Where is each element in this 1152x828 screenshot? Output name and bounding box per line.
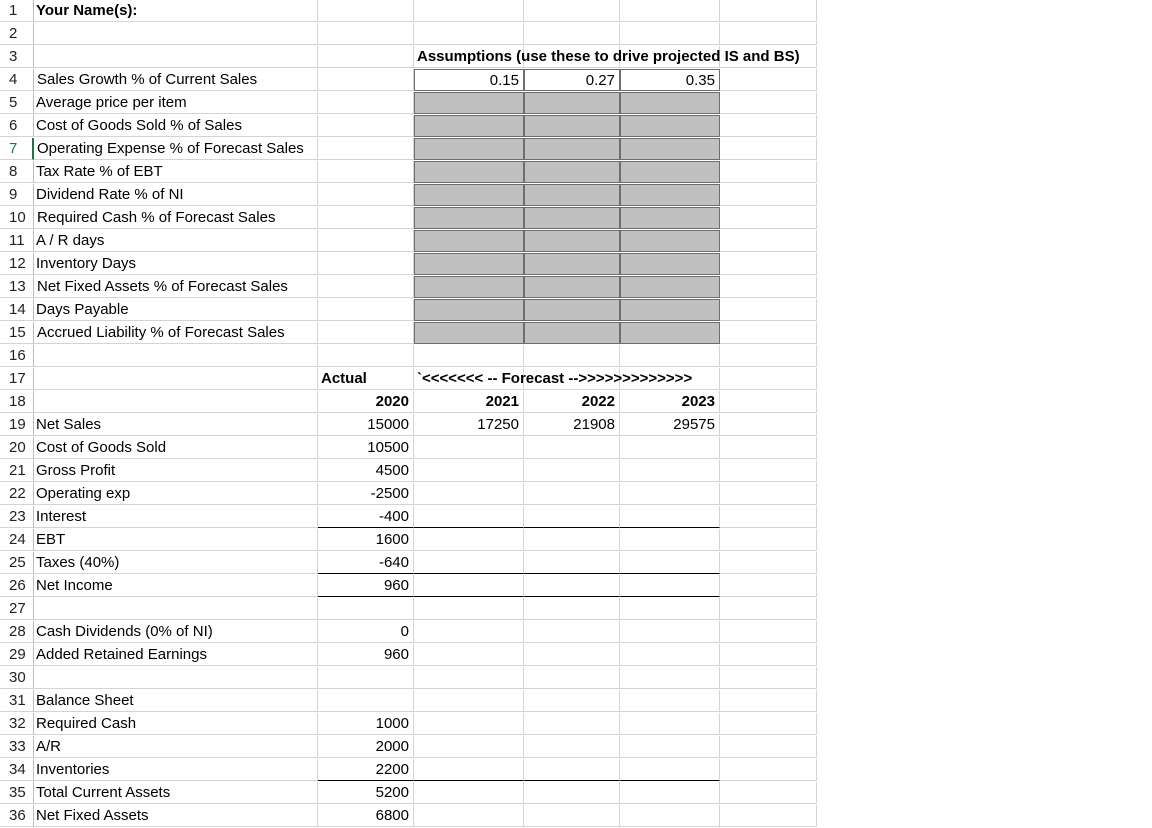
- sheet-row-21: [0, 460, 817, 483]
- cell-a27[interactable]: [34, 598, 318, 620]
- cell-a17[interactable]: [34, 368, 318, 390]
- cell-b16[interactable]: [318, 345, 414, 367]
- sheet-row-26: [0, 575, 817, 598]
- cell-f21[interactable]: [720, 460, 817, 482]
- sheet-row-8: [0, 161, 817, 184]
- cell-b29[interactable]: 960: [318, 644, 414, 666]
- row-header-1[interactable]: 1: [0, 0, 34, 22]
- cell-e30[interactable]: [620, 667, 720, 689]
- cell-e29[interactable]: [620, 644, 720, 666]
- cell-a6[interactable]: Cost of Goods Sold % of Sales: [34, 115, 318, 137]
- cell-a13[interactable]: Net Fixed Assets % of Forecast Sales: [34, 276, 318, 298]
- cell-d8[interactable]: [524, 161, 620, 183]
- sheet-row-17: [0, 368, 817, 391]
- cell-c12[interactable]: [414, 253, 524, 275]
- cell-f35[interactable]: [720, 782, 817, 804]
- cell-a12[interactable]: Inventory Days: [34, 253, 318, 275]
- row-header-15[interactable]: 15: [0, 322, 34, 344]
- row-header-2[interactable]: 2: [0, 23, 34, 45]
- cell-b10[interactable]: [318, 207, 414, 229]
- cell-b21[interactable]: 4500: [318, 460, 414, 482]
- sheet-row-25: [0, 552, 817, 575]
- sheet-row-32: [0, 713, 817, 736]
- cell-c1[interactable]: [414, 0, 524, 22]
- sheet-row-33: [0, 736, 817, 759]
- cell-b1[interactable]: [318, 0, 414, 22]
- cell-d13[interactable]: [524, 276, 620, 298]
- cell-a20[interactable]: Cost of Goods Sold: [34, 437, 318, 459]
- cell-b17[interactable]: Actual: [318, 368, 414, 390]
- cell-a32[interactable]: Required Cash: [34, 713, 318, 735]
- cell-d1[interactable]: [524, 0, 620, 22]
- cell-b35[interactable]: 5200: [318, 782, 414, 804]
- cell-b24[interactable]: 1600: [318, 529, 414, 551]
- cell-e33[interactable]: [620, 736, 720, 758]
- sheet-row-2: [0, 23, 817, 46]
- cell-c36[interactable]: [414, 805, 524, 827]
- cell-f24[interactable]: [720, 529, 817, 551]
- cell-f1[interactable]: [720, 0, 817, 22]
- cell-f5[interactable]: [720, 92, 817, 114]
- cell-f28[interactable]: [720, 621, 817, 643]
- row-header-27[interactable]: 27: [0, 598, 34, 620]
- cell-c11[interactable]: [414, 230, 524, 252]
- cell-d33[interactable]: [524, 736, 620, 758]
- cell-d32[interactable]: [524, 713, 620, 735]
- cell-c4[interactable]: 0.15: [414, 69, 524, 91]
- row-header-12[interactable]: 12: [0, 253, 34, 275]
- cell-a4[interactable]: Sales Growth % of Current Sales: [34, 69, 318, 91]
- sheet-row-29: [0, 644, 817, 667]
- cell-b9[interactable]: [318, 184, 414, 206]
- cell-e5[interactable]: [620, 92, 720, 114]
- cell-d10[interactable]: [524, 207, 620, 229]
- row-header-33[interactable]: 33: [0, 736, 34, 758]
- row-header-20[interactable]: 20: [0, 437, 34, 459]
- cell-c10[interactable]: [414, 207, 524, 229]
- cell-e10[interactable]: [620, 207, 720, 229]
- cell-d25[interactable]: [524, 552, 620, 574]
- cell-c23[interactable]: [414, 506, 524, 528]
- cell-f34[interactable]: [720, 759, 817, 781]
- cell-f30[interactable]: [720, 667, 817, 689]
- cell-d12[interactable]: [524, 253, 620, 275]
- cell-c34[interactable]: [414, 759, 524, 781]
- cell-f32[interactable]: [720, 713, 817, 735]
- cell-e20[interactable]: [620, 437, 720, 459]
- cell-a36[interactable]: Net Fixed Assets: [34, 805, 318, 827]
- cell-b5[interactable]: [318, 92, 414, 114]
- cell-b4[interactable]: [318, 69, 414, 91]
- cell-a8[interactable]: Tax Rate % of EBT: [34, 161, 318, 183]
- row-header-5[interactable]: 5: [0, 92, 34, 114]
- cell-d18[interactable]: 2022: [524, 391, 620, 413]
- cell-a16[interactable]: [34, 345, 318, 367]
- cell-d23[interactable]: [524, 506, 620, 528]
- cell-d19[interactable]: 21908: [524, 414, 620, 436]
- sheet-row-35: [0, 782, 817, 805]
- cell-f26[interactable]: [720, 575, 817, 597]
- cell-a29[interactable]: Added Retained Earnings: [34, 644, 318, 666]
- cell-c22[interactable]: [414, 483, 524, 505]
- cell-d11[interactable]: [524, 230, 620, 252]
- cell-a19[interactable]: Net Sales: [34, 414, 318, 436]
- row-header-7[interactable]: 7: [0, 138, 34, 160]
- cell-c3[interactable]: Assumptions (use these to drive projected IS and BS): [414, 46, 524, 68]
- cell-c29[interactable]: [414, 644, 524, 666]
- cell-a31[interactable]: Balance Sheet: [34, 690, 318, 712]
- cell-c27[interactable]: [414, 598, 524, 620]
- sheet-row-22: [0, 483, 817, 506]
- cell-f27[interactable]: [720, 598, 817, 620]
- cell-d4[interactable]: 0.27: [524, 69, 620, 91]
- sheet-row-16: [0, 345, 817, 368]
- cell-f4[interactable]: [720, 69, 817, 91]
- cell-c31[interactable]: [414, 690, 524, 712]
- cell-a28[interactable]: Cash Dividends (0% of NI): [34, 621, 318, 643]
- cell-a34[interactable]: Inventories: [34, 759, 318, 781]
- row-header-14[interactable]: 14: [0, 299, 34, 321]
- row-header-30[interactable]: 30: [0, 667, 34, 689]
- row-header-28[interactable]: 28: [0, 621, 34, 643]
- cell-d31[interactable]: [524, 690, 620, 712]
- cell-e14[interactable]: [620, 299, 720, 321]
- sheet-row-14: [0, 299, 817, 322]
- cell-e35[interactable]: [620, 782, 720, 804]
- row-header-36[interactable]: 36: [0, 805, 34, 827]
- cell-c14[interactable]: [414, 299, 524, 321]
- cell-f2[interactable]: [720, 23, 817, 45]
- cell-d22[interactable]: [524, 483, 620, 505]
- cell-c33[interactable]: [414, 736, 524, 758]
- cell-c8[interactable]: [414, 161, 524, 183]
- cell-b14[interactable]: [318, 299, 414, 321]
- sheet-row-13: [0, 276, 817, 299]
- cell-e21[interactable]: [620, 460, 720, 482]
- cell-d7[interactable]: [524, 138, 620, 160]
- row-header-31[interactable]: 31: [0, 690, 34, 712]
- cell-f25[interactable]: [720, 552, 817, 574]
- sheet-row-31: [0, 690, 817, 713]
- row-header-6[interactable]: 6: [0, 115, 34, 137]
- cell-f22[interactable]: [720, 483, 817, 505]
- cell-b7[interactable]: [318, 138, 414, 160]
- cell-b6[interactable]: [318, 115, 414, 137]
- sheet-row-27: [0, 598, 817, 621]
- cell-f29[interactable]: [720, 644, 817, 666]
- sheet-row-34: [0, 759, 817, 782]
- cell-e16[interactable]: [620, 345, 720, 367]
- cell-e24[interactable]: [620, 529, 720, 551]
- cell-c18[interactable]: 2021: [414, 391, 524, 413]
- cell-e32[interactable]: [620, 713, 720, 735]
- cell-c28[interactable]: [414, 621, 524, 643]
- cell-c7[interactable]: [414, 138, 524, 160]
- cell-e9[interactable]: [620, 184, 720, 206]
- sheet-row-7: [0, 138, 817, 161]
- cell-c13[interactable]: [414, 276, 524, 298]
- cell-c19[interactable]: 17250: [414, 414, 524, 436]
- cell-c6[interactable]: [414, 115, 524, 137]
- cell-d15[interactable]: [524, 322, 620, 344]
- cell-f15[interactable]: [720, 322, 817, 344]
- sheet-row-24: [0, 529, 817, 552]
- cell-c15[interactable]: [414, 322, 524, 344]
- row-header-13[interactable]: 13: [0, 276, 34, 298]
- sheet-row-10: [0, 207, 817, 230]
- cell-d26[interactable]: [524, 575, 620, 597]
- row-header-25[interactable]: 25: [0, 552, 34, 574]
- cell-d9[interactable]: [524, 184, 620, 206]
- cell-b13[interactable]: [318, 276, 414, 298]
- cell-a18[interactable]: [34, 391, 318, 413]
- cell-e19[interactable]: 29575: [620, 414, 720, 436]
- cell-a11[interactable]: A / R days: [34, 230, 318, 252]
- row-header-21[interactable]: 21: [0, 460, 34, 482]
- cell-d14[interactable]: [524, 299, 620, 321]
- cell-f13[interactable]: [720, 276, 817, 298]
- cell-c32[interactable]: [414, 713, 524, 735]
- cell-b19[interactable]: 15000: [318, 414, 414, 436]
- cell-b30[interactable]: [318, 667, 414, 689]
- cell-f19[interactable]: [720, 414, 817, 436]
- cell-d36[interactable]: [524, 805, 620, 827]
- cell-f6[interactable]: [720, 115, 817, 137]
- cell-d30[interactable]: [524, 667, 620, 689]
- cell-c16[interactable]: [414, 345, 524, 367]
- cell-f31[interactable]: [720, 690, 817, 712]
- cell-e25[interactable]: [620, 552, 720, 574]
- cell-e4[interactable]: 0.35: [620, 69, 720, 91]
- cell-b12[interactable]: [318, 253, 414, 275]
- row-header-34[interactable]: 34: [0, 759, 34, 781]
- cell-d34[interactable]: [524, 759, 620, 781]
- cell-d16[interactable]: [524, 345, 620, 367]
- cell-a2[interactable]: [34, 23, 318, 45]
- cell-d35[interactable]: [524, 782, 620, 804]
- cell-a21[interactable]: Gross Profit: [34, 460, 318, 482]
- cell-a23[interactable]: Interest: [34, 506, 318, 528]
- cell-d21[interactable]: [524, 460, 620, 482]
- sheet-row-3: [0, 46, 817, 69]
- row-header-4[interactable]: 4: [0, 69, 34, 91]
- cell-d24[interactable]: [524, 529, 620, 551]
- cell-c21[interactable]: [414, 460, 524, 482]
- cell-b33[interactable]: 2000: [318, 736, 414, 758]
- cell-f12[interactable]: [720, 253, 817, 275]
- sheet-row-15: [0, 322, 817, 345]
- sheet-row-19: [0, 414, 817, 437]
- row-header-24[interactable]: 24: [0, 529, 34, 551]
- cell-f10[interactable]: [720, 207, 817, 229]
- cell-c24[interactable]: [414, 529, 524, 551]
- sheet-row-4: [0, 69, 817, 92]
- cell-c2[interactable]: [414, 23, 524, 45]
- cell-a15[interactable]: Accrued Liability % of Forecast Sales: [34, 322, 318, 344]
- cell-a22[interactable]: Operating exp: [34, 483, 318, 505]
- sheet-row-23: [0, 506, 817, 529]
- cell-b27[interactable]: [318, 598, 414, 620]
- row-header-32[interactable]: 32: [0, 713, 34, 735]
- cell-e12[interactable]: [620, 253, 720, 275]
- cell-b20[interactable]: 10500: [318, 437, 414, 459]
- sheet-row-5: [0, 92, 817, 115]
- cell-f18[interactable]: [720, 391, 817, 413]
- sheet-row-9: [0, 184, 817, 207]
- cell-c20[interactable]: [414, 437, 524, 459]
- cell-c30[interactable]: [414, 667, 524, 689]
- cell-d20[interactable]: [524, 437, 620, 459]
- cell-b32[interactable]: 1000: [318, 713, 414, 735]
- cell-c25[interactable]: [414, 552, 524, 574]
- cell-b3[interactable]: [318, 46, 414, 68]
- cell-b22[interactable]: -2500: [318, 483, 414, 505]
- sheet-row-6: [0, 115, 817, 138]
- cell-b28[interactable]: 0: [318, 621, 414, 643]
- cell-e1[interactable]: [620, 0, 720, 22]
- row-header-8[interactable]: 8: [0, 161, 34, 183]
- cell-a5[interactable]: Average price per item: [34, 92, 318, 114]
- cell-f14[interactable]: [720, 299, 817, 321]
- cell-a26[interactable]: Net Income: [34, 575, 318, 597]
- cell-e22[interactable]: [620, 483, 720, 505]
- cell-f16[interactable]: [720, 345, 817, 367]
- cell-d5[interactable]: [524, 92, 620, 114]
- cell-b8[interactable]: [318, 161, 414, 183]
- cell-a3[interactable]: [34, 46, 318, 68]
- cell-f17[interactable]: [720, 368, 817, 390]
- cell-a7[interactable]: Operating Expense % of Forecast Sales: [34, 138, 318, 160]
- cell-a33[interactable]: A/R: [34, 736, 318, 758]
- cell-a24[interactable]: EBT: [34, 529, 318, 551]
- cell-f20[interactable]: [720, 437, 817, 459]
- cell-a10[interactable]: Required Cash % of Forecast Sales: [34, 207, 318, 229]
- row-header-29[interactable]: 29: [0, 644, 34, 666]
- cell-a30[interactable]: [34, 667, 318, 689]
- cell-b15[interactable]: [318, 322, 414, 344]
- cell-e31[interactable]: [620, 690, 720, 712]
- cell-d29[interactable]: [524, 644, 620, 666]
- cell-f33[interactable]: [720, 736, 817, 758]
- cell-e11[interactable]: [620, 230, 720, 252]
- cell-d27[interactable]: [524, 598, 620, 620]
- cell-f23[interactable]: [720, 506, 817, 528]
- cell-a25[interactable]: Taxes (40%): [34, 552, 318, 574]
- cell-c17[interactable]: `<<<<<<< -- Forecast -->>>>>>>>>>>>>: [414, 368, 524, 390]
- cell-f7[interactable]: [720, 138, 817, 160]
- cell-d6[interactable]: [524, 115, 620, 137]
- cell-b36[interactable]: 6800: [318, 805, 414, 827]
- cell-c35[interactable]: [414, 782, 524, 804]
- cell-a9[interactable]: Dividend Rate % of NI: [34, 184, 318, 206]
- cell-b26[interactable]: 960: [318, 575, 414, 597]
- cell-d2[interactable]: [524, 23, 620, 45]
- cell-e18[interactable]: 2023: [620, 391, 720, 413]
- cell-e28[interactable]: [620, 621, 720, 643]
- cell-e26[interactable]: [620, 575, 720, 597]
- cell-b25[interactable]: -640: [318, 552, 414, 574]
- cell-c5[interactable]: [414, 92, 524, 114]
- cell-b23[interactable]: -400: [318, 506, 414, 528]
- cell-e23[interactable]: [620, 506, 720, 528]
- cell-f9[interactable]: [720, 184, 817, 206]
- row-header-3[interactable]: 3: [0, 46, 34, 68]
- sheet-row-12: [0, 253, 817, 276]
- cell-f36[interactable]: [720, 805, 817, 827]
- row-header-19[interactable]: 19: [0, 414, 34, 436]
- cell-a35[interactable]: Total Current Assets: [34, 782, 318, 804]
- cell-e36[interactable]: [620, 805, 720, 827]
- sheet-row-11: [0, 230, 817, 253]
- cell-e34[interactable]: [620, 759, 720, 781]
- cell-d28[interactable]: [524, 621, 620, 643]
- cell-e8[interactable]: [620, 161, 720, 183]
- cell-b31[interactable]: [318, 690, 414, 712]
- sheet-row-18: [0, 391, 817, 414]
- cell-e15[interactable]: [620, 322, 720, 344]
- cell-c9[interactable]: [414, 184, 524, 206]
- sheet-row-28: [0, 621, 817, 644]
- cell-b2[interactable]: [318, 23, 414, 45]
- cell-b18[interactable]: 2020: [318, 391, 414, 413]
- row-header-18[interactable]: 18: [0, 391, 34, 413]
- row-header-10[interactable]: 10: [0, 207, 34, 229]
- cell-c26[interactable]: [414, 575, 524, 597]
- cell-e2[interactable]: [620, 23, 720, 45]
- row-header-11[interactable]: 11: [0, 230, 34, 252]
- row-header-9[interactable]: 9: [0, 184, 34, 206]
- row-header-17[interactable]: 17: [0, 368, 34, 390]
- row-header-23[interactable]: 23: [0, 506, 34, 528]
- row-header-22[interactable]: 22: [0, 483, 34, 505]
- cell-e27[interactable]: [620, 598, 720, 620]
- cell-b11[interactable]: [318, 230, 414, 252]
- cell-e13[interactable]: [620, 276, 720, 298]
- sheet-row-30: [0, 667, 817, 690]
- cell-e7[interactable]: [620, 138, 720, 160]
- cell-f11[interactable]: [720, 230, 817, 252]
- sheet-row-1: [0, 0, 817, 23]
- cell-b34[interactable]: 2200: [318, 759, 414, 781]
- row-header-35[interactable]: 35: [0, 782, 34, 804]
- sheet-row-20: [0, 437, 817, 460]
- row-header-26[interactable]: 26: [0, 575, 34, 597]
- cell-a14[interactable]: Days Payable: [34, 299, 318, 321]
- row-header-16[interactable]: 16: [0, 345, 34, 367]
- cell-a1[interactable]: Your Name(s):: [34, 0, 318, 22]
- cell-e6[interactable]: [620, 115, 720, 137]
- cell-f8[interactable]: [720, 161, 817, 183]
